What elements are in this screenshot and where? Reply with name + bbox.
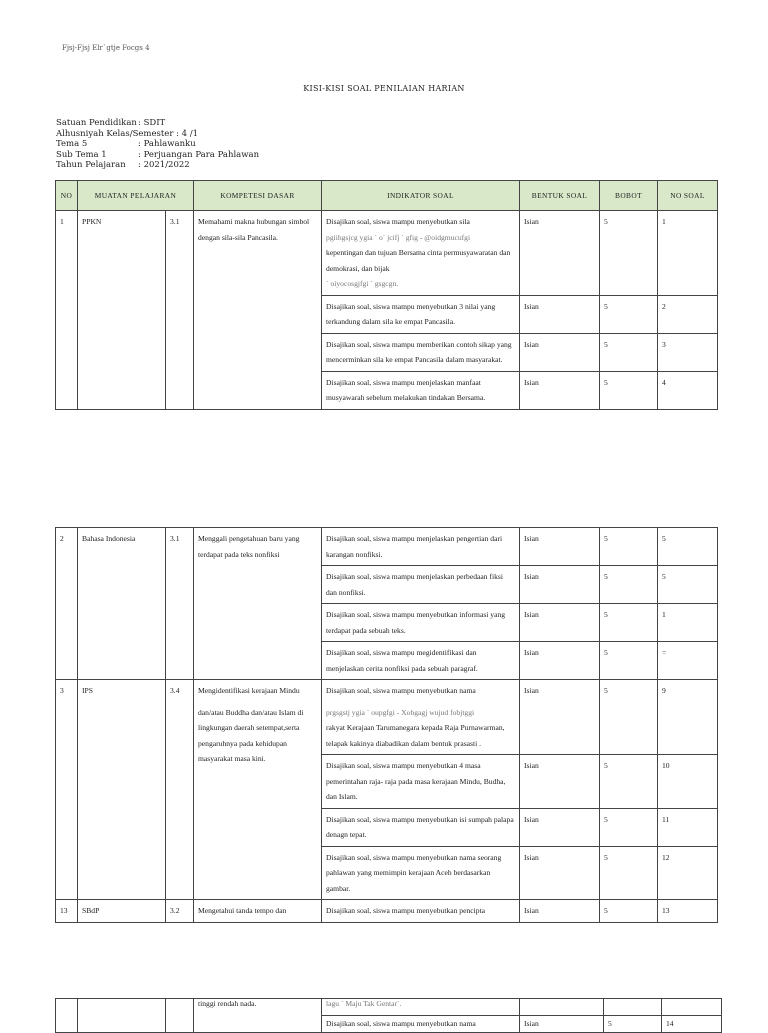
cell-bentuk: Isian xyxy=(520,680,600,755)
cell-no-soal: 9 xyxy=(658,680,718,755)
cell-indikator: Disajikan soal, siswa mampu menjelaskan manfaat musyawarah sebelum melakukan tindakan Bersama. xyxy=(322,371,520,409)
cell-bobot: 5 xyxy=(600,295,658,333)
cell-bentuk: Isian xyxy=(520,566,600,604)
cell-bobot: 5 xyxy=(600,371,658,409)
cell-indikator: Disajikan soal, siswa mampu menyebutkan pencipta xyxy=(322,900,520,923)
meta-row xyxy=(56,150,259,161)
cell-indikator xyxy=(322,680,520,755)
kisi-table-continuation xyxy=(55,998,722,1033)
cell-indikator: Disajikan soal, siswa mampu megidentifikasi dan menjelaskan cerita nonfiksi pada sebuah paragraf. xyxy=(322,642,520,680)
cell-indikator: Disajikan soal, siswa mampu menyebutkan nama seorang pahlawan yang memimpin kerajaan Aceh berdasarkan gambar. xyxy=(322,846,520,900)
meta-value: : Perjuangan Para Pahlawan xyxy=(138,149,260,160)
cell-kd-number: 3.4 xyxy=(166,680,194,900)
cell-no-soal: 1 xyxy=(658,604,718,642)
indikator-garbled-text: pgiihgsjcg ygia ` o` jcifj ` gfig - @oidgmucufgi xyxy=(326,232,471,242)
kd-text: dan/atau Buddha dan/atau Islam di lingkungan daerah setempat,serta pengaruhnya pada kehidupan masyarakat masa kini. xyxy=(198,707,304,763)
cell-no-soal: 5 xyxy=(658,566,718,604)
kisi-table-ppkn xyxy=(55,180,718,410)
cell-bobot: 5 xyxy=(600,211,658,296)
meta-value: : SDIT xyxy=(138,118,166,128)
meta-label: Sub Tema 1 xyxy=(56,149,107,160)
cell-indikator: Disajikan soal, siswa mampu menyebutkan informasi yang terdapat pada sebuah teks. xyxy=(322,604,520,642)
cell-bentuk: Isian xyxy=(520,211,600,296)
cell-bentuk: Isian xyxy=(520,371,600,409)
meta-label: Tema 5 xyxy=(56,139,88,149)
cell-no: 2 xyxy=(56,528,78,680)
cell-bobot: 5 xyxy=(600,846,658,900)
cell-no-soal: 12 xyxy=(658,846,718,900)
meta-row xyxy=(56,118,259,129)
meta-value: : 4 /1 xyxy=(176,128,199,139)
cell-bentuk: Isian xyxy=(520,604,600,642)
cell-muatan: Bahasa Indonesia xyxy=(78,528,166,680)
cell-bobot: 5 xyxy=(600,680,658,755)
kd-text: Mengidentifikasi kerajaan Mindu xyxy=(198,686,300,695)
cell-indikator: Disajikan soal, siswa mampu menyebutkan isi sumpah palapa denagn tepat. xyxy=(322,808,520,846)
cell-muatan: PPKN xyxy=(78,211,166,410)
cell-no: 1 xyxy=(56,211,78,410)
cell-no-soal: 13 xyxy=(658,900,718,923)
meta-label: Satuan Pendidikan xyxy=(56,118,137,128)
cell-kd-number: 3.1 xyxy=(166,211,194,410)
table-row xyxy=(56,211,718,296)
cell-no-soal: 5 xyxy=(658,528,718,566)
cell-muatan: SBdP xyxy=(78,900,166,923)
header-muatan-pelajaran: MUATAN PELAJARAN xyxy=(78,181,194,211)
page-header-mark: Fjsj-Fjsj Elr`gtje Focgs 4 xyxy=(62,44,150,52)
cell-no xyxy=(56,999,78,1033)
indikator-text: kepentingan dan tujuan Bersama cinta permusyawaratan dan demokrasi, dan bijak xyxy=(326,248,511,273)
cell-bobot: 5 xyxy=(600,808,658,846)
cell-bentuk: Isian xyxy=(520,808,600,846)
cell-no-soal: 2 xyxy=(658,295,718,333)
cell-bobot: 5 xyxy=(604,1016,662,1033)
indikator-text: Disajikan soal, siswa mampu menyebutkan nama xyxy=(326,686,476,695)
indikator-garbled-text: ` oiyocosgjfgi ` gsgcgn. xyxy=(326,279,399,288)
cell-kd-number: 3.2 xyxy=(166,900,194,923)
cell-indikator xyxy=(322,211,520,296)
cell-bobot: 5 xyxy=(600,333,658,371)
cell-muatan xyxy=(78,999,166,1033)
meta-value: : 2021/2022 xyxy=(138,160,190,170)
cell-indikator: Disajikan soal, siswa mampu menyebutkan nama xyxy=(322,1016,520,1033)
cell-bentuk: Isian xyxy=(520,1016,604,1033)
cell-bentuk: Isian xyxy=(520,333,600,371)
meta-row xyxy=(56,139,259,150)
cell-no: 13 xyxy=(56,900,78,923)
cell-indikator: Disajikan soal, siswa mampu menyebutkan 4 masa pemerintahan raja- raja pada masa kerajaan Mindu, Budha, dan Islam. xyxy=(322,755,520,809)
cell-bentuk: Isian xyxy=(520,528,600,566)
header-indikator-soal: INDIKATOR SOAL xyxy=(322,181,520,211)
cell-bobot: 5 xyxy=(600,900,658,923)
cell-no-soal: = xyxy=(658,642,718,680)
cell-bobot xyxy=(604,999,662,1016)
meta-value: : Pahlawanku xyxy=(138,139,196,149)
cell-indikator: Disajikan soal, siswa mampu memberikan contoh sikap yang mencerminkan sila ke empat Pancasila dalam masyarakat. xyxy=(322,333,520,371)
cell-no-soal: 10 xyxy=(658,755,718,809)
cell-kd-number xyxy=(166,999,194,1033)
meta-row xyxy=(56,160,259,171)
cell-no: 3 xyxy=(56,680,78,900)
cell-kd-number: 3.1 xyxy=(166,528,194,680)
cell-no-soal: 1 xyxy=(658,211,718,296)
cell-bentuk: Isian xyxy=(520,755,600,809)
cell-bentuk: Isian xyxy=(520,846,600,900)
cell-no-soal: 11 xyxy=(658,808,718,846)
meta-label: Tahun Pelajaran xyxy=(56,160,126,170)
cell-bentuk: Isian xyxy=(520,900,600,923)
cell-bobot: 5 xyxy=(600,528,658,566)
cell-indikator: lagu ` Maju Tak Gentar`. xyxy=(322,999,520,1016)
table-row xyxy=(56,680,718,755)
cell-indikator: Disajikan soal, siswa mampu menyebutkan 3 nilai yang terkandung dalam sila ke empat Pancasila. xyxy=(322,295,520,333)
cell-bentuk: Isian xyxy=(520,642,600,680)
meta-row xyxy=(56,129,259,140)
cell-no-soal: 3 xyxy=(658,333,718,371)
cell-no-soal: 14 xyxy=(662,1016,722,1033)
indikator-garbled-text: prgsgstj ygia ` oupgfgi - Xobgagj wujud fobjtggi xyxy=(326,707,475,717)
kisi-table-page2 xyxy=(55,527,718,923)
document-metadata xyxy=(56,118,259,171)
header-no-soal: NO SOAL xyxy=(658,181,718,211)
meta-label: Alhusniyah Kelas/Semester xyxy=(56,128,174,139)
cell-no-soal: 4 xyxy=(658,371,718,409)
indikator-text: Disajikan soal, siswa mampu menyebutkan sila xyxy=(326,217,470,226)
cell-no-soal xyxy=(662,999,722,1016)
cell-bobot: 5 xyxy=(600,604,658,642)
cell-kd-text: Mengetahui tanda tempo dan xyxy=(194,900,322,923)
cell-kd-text: Menggali pengetahuan baru yang terdapat pada teks nonfiksi xyxy=(194,528,322,680)
cell-indikator: Disajikan soal, siswa mampu menjelaskan pengertian dari karangan nonfiksi. xyxy=(322,528,520,566)
cell-kd-text: tinggi rendah nada. xyxy=(194,999,322,1033)
header-bobot: BOBOT xyxy=(600,181,658,211)
cell-bobot: 5 xyxy=(600,755,658,809)
cell-muatan: IPS xyxy=(78,680,166,900)
indikator-text: rakyat Kerajaan Tarumanegara kepada Raja Purnawarman, telapak kakinya diabadikan dalam bentuk prasasti . xyxy=(326,723,505,748)
cell-indikator: Disajikan soal, siswa mampu menjelaskan perbedaan fiksi dan nonfiksi. xyxy=(322,566,520,604)
header-bentuk-soal: BENTUK SOAL xyxy=(520,181,600,211)
cell-kd-text xyxy=(194,680,322,900)
table-row xyxy=(56,900,718,923)
cell-kd-text: Memahami makna hubungan simbol dengan sila-sila Pancasila. xyxy=(194,211,322,410)
table-row xyxy=(56,528,718,566)
cell-bobot: 5 xyxy=(600,642,658,680)
table-row xyxy=(56,999,722,1016)
table-header-row xyxy=(56,181,718,211)
document-title: KISI-KISI SOAL PENILAIAN HARIAN xyxy=(303,84,465,93)
cell-bentuk xyxy=(520,999,604,1016)
cell-bentuk: Isian xyxy=(520,295,600,333)
header-no: NO xyxy=(56,181,78,211)
cell-bobot: 5 xyxy=(600,566,658,604)
header-kompetensi-dasar: KOMPETESI DASAR xyxy=(194,181,322,211)
